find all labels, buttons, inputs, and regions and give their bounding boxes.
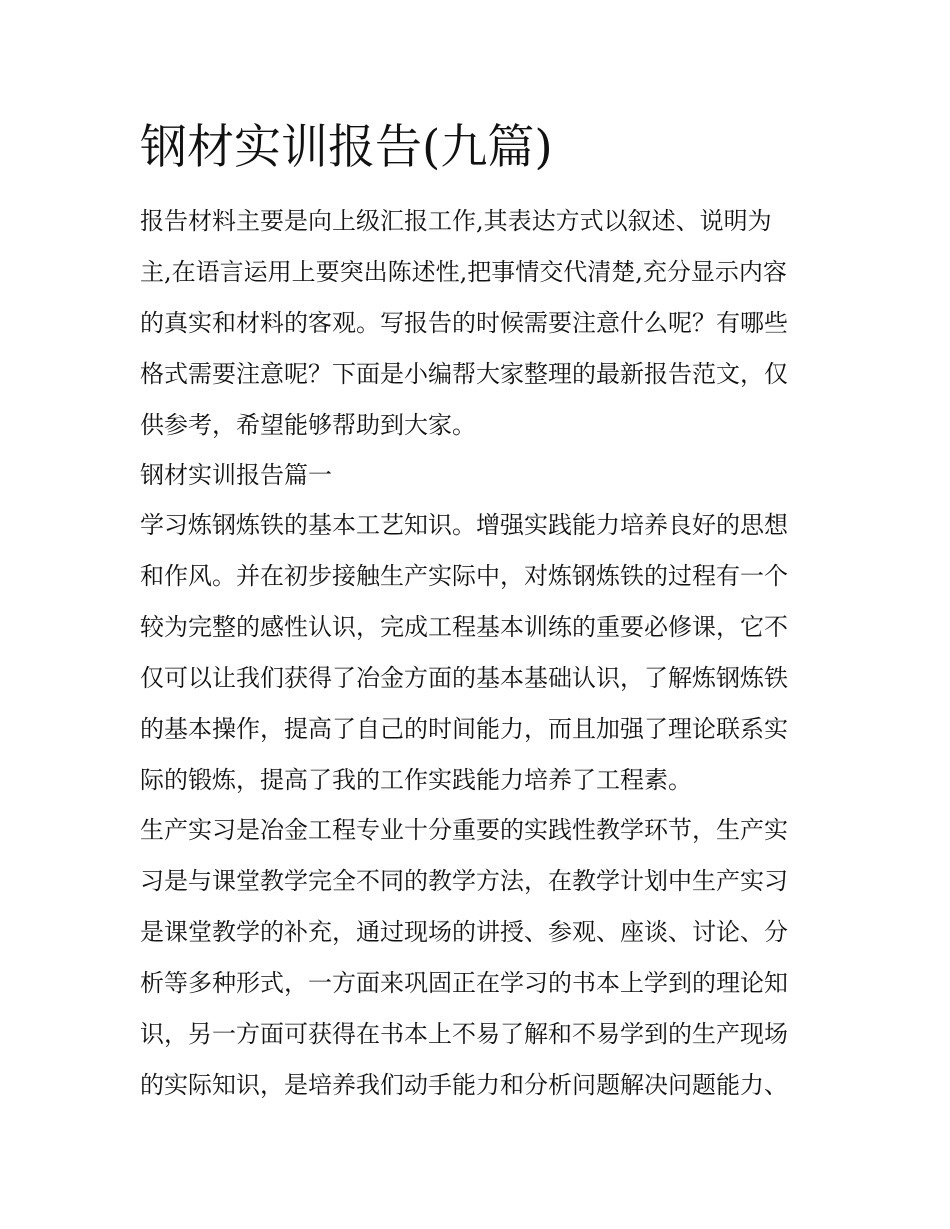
body-line-5: 的基本操作，提高了自己的时间能力，而且加强了理论联系实 (140, 715, 788, 743)
body-line-1: 学习炼钢炼铁的基本工艺知识。增强实践能力培养良好的思想 (140, 511, 788, 539)
intro-line-4: 格式需要注意呢？下面是小编帮大家整理的最新报告范文，仅 (140, 360, 788, 388)
section-heading: 钢材实训报告篇一 (140, 461, 332, 489)
body-line-10: 析等多种形式，一方面来巩固正在学习的书本上学到的理论知 (140, 969, 788, 997)
document-title: 钢材实训报告(九篇) (140, 120, 553, 175)
body-line-6: 际的锻炼，提高了我的工作实践能力培养了工程素。 (140, 766, 692, 794)
body-line-7: 生产实习是冶金工程专业十分重要的实践性教学环节，生产实 (140, 816, 788, 844)
body-line-2: 和作风。并在初步接触生产实际中，对炼钢炼铁的过程有一个 (140, 562, 788, 590)
body-line-9: 是课堂教学的补充，通过现场的讲授、参观、座谈、讨论、分 (140, 918, 788, 946)
intro-line-2: 主,在语言运用上要突出陈述性,把事情交代清楚,充分显示内容 (140, 258, 787, 286)
body-line-8: 习是与课堂教学完全不同的教学方法，在教学计划中生产实习 (140, 867, 788, 895)
body-line-3: 较为完整的感性认识，完成工程基本训练的重要必修课，它不 (140, 613, 788, 641)
body-line-4: 仅可以让我们获得了冶金方面的基本基础认识，了解炼钢炼铁 (140, 664, 788, 692)
intro-line-1: 报告材料主要是向上级汇报工作,其表达方式以叙述、说明为 (140, 207, 772, 235)
body-line-11: 识，另一方面可获得在书本上不易了解和不易学到的生产现场 (140, 1020, 788, 1048)
intro-line-5: 供参考，希望能够帮助到大家。 (140, 411, 476, 439)
intro-line-3: 的真实和材料的客观。写报告的时候需要注意什么呢？有哪些 (140, 309, 788, 337)
body-line-12: 的实际知识，是培养我们动手能力和分析问题解决问题能力、 (140, 1071, 788, 1099)
